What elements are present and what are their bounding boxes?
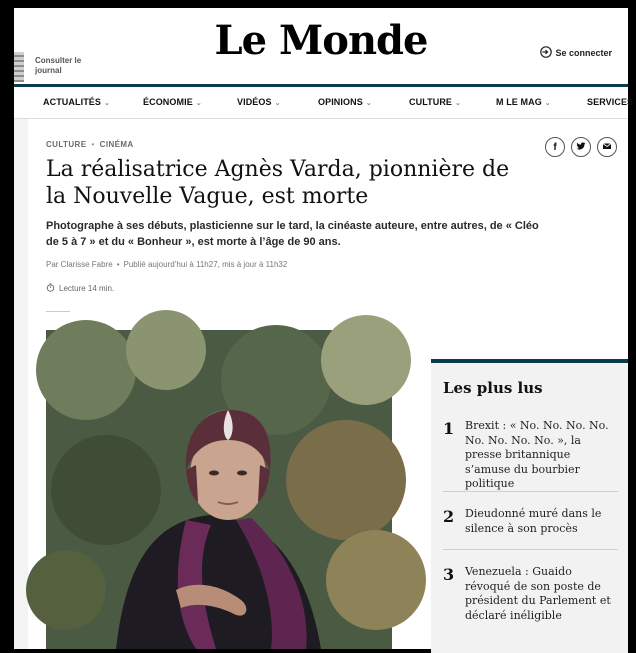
chevron-down-icon: ⌄ [365, 100, 372, 107]
divider [443, 491, 618, 492]
consult-journal-link[interactable]: Consulter le journal [35, 56, 82, 75]
nav-item-m-le-mag[interactable]: M LE MAG ⌄ [496, 97, 551, 107]
reading-time [46, 283, 114, 294]
nav-item-economie[interactable]: ÉCONOMIE ⌄ [143, 97, 202, 107]
divider [443, 549, 618, 550]
nav-item-videos[interactable]: VIDÉOS ⌄ [237, 97, 281, 107]
site-header [14, 8, 628, 84]
nav-item-opinions[interactable]: OPINIONS ⌄ [318, 97, 372, 107]
byline [46, 260, 287, 269]
facebook-share-button[interactable] [545, 137, 565, 157]
most-read-headline[interactable]: Dieudonné muré dans le silence à son procès [465, 507, 602, 535]
most-read-rank: 2 [443, 507, 455, 526]
chevron-down-icon: ⌄ [544, 100, 551, 107]
twitter-share-button[interactable] [571, 137, 591, 157]
most-read-rank: 3 [443, 565, 455, 584]
most-read-rank: 1 [443, 419, 455, 438]
reading-time-label: Lecture 14 min. [59, 284, 115, 293]
breadcrumb-section[interactable]: CULTURE [46, 140, 87, 149]
most-read-title: Les plus lus [443, 379, 543, 397]
publish-date: Publié aujourd’hui à 11h27, mis à jour à 11h32 [123, 260, 288, 269]
le-monde-logo[interactable]: Le Monde [214, 17, 428, 64]
login-label: Se connecter [555, 48, 612, 58]
most-read-panel [431, 359, 628, 653]
twitter-icon [576, 141, 586, 154]
most-read-headline[interactable]: Brexit : « No. No. No. No. No. No. No. No. », la presse britannique s’amuse du bourbier politique [465, 419, 609, 490]
article-photo[interactable] [46, 330, 392, 649]
divider [46, 311, 70, 312]
stopwatch-icon [46, 283, 55, 294]
chevron-down-icon: ⌄ [104, 100, 110, 107]
browser-window [14, 8, 634, 649]
chevron-down-icon: ⌄ [455, 100, 461, 107]
author[interactable]: Par Clarisse Fabre [46, 260, 113, 269]
nav-item-actualites[interactable]: ACTUALITÉS ⌄ [43, 97, 110, 107]
article-description: Photographe à ses débuts, plasticienne sur le tard, la cinéaste auteure, entre autres, de « Cléo de 5 à 7 » et du « Bonheur », est morte à l’âge de 90 ans. [46, 220, 539, 248]
chevron-down-icon: ⌄ [195, 100, 202, 107]
facebook-icon: f [553, 141, 557, 153]
article-title: La réalisatrice Agnès Varda, pionnière de la Nouvelle Vague, est morte [46, 157, 510, 209]
most-read-headline[interactable]: Venezuela : Guaido révoqué de son poste de président du Parlement et déclaré inéligible [465, 565, 611, 622]
user-icon [540, 46, 552, 60]
nav-item-culture[interactable]: CULTURE ⌄ [409, 97, 461, 107]
chevron-down-icon: ⌄ [274, 100, 281, 107]
breadcrumb-separator: • [91, 140, 95, 149]
login-button[interactable] [540, 46, 612, 60]
email-share-button[interactable] [597, 137, 617, 157]
main-navigation [14, 87, 634, 119]
nav-item-services[interactable]: SERVICES [587, 97, 634, 107]
breadcrumb-subsection[interactable]: CINÉMA [99, 140, 134, 149]
article-container [28, 119, 628, 649]
byline-separator: • [116, 260, 120, 269]
breadcrumb [46, 140, 134, 149]
envelope-icon [602, 141, 612, 154]
share-buttons [545, 137, 617, 157]
